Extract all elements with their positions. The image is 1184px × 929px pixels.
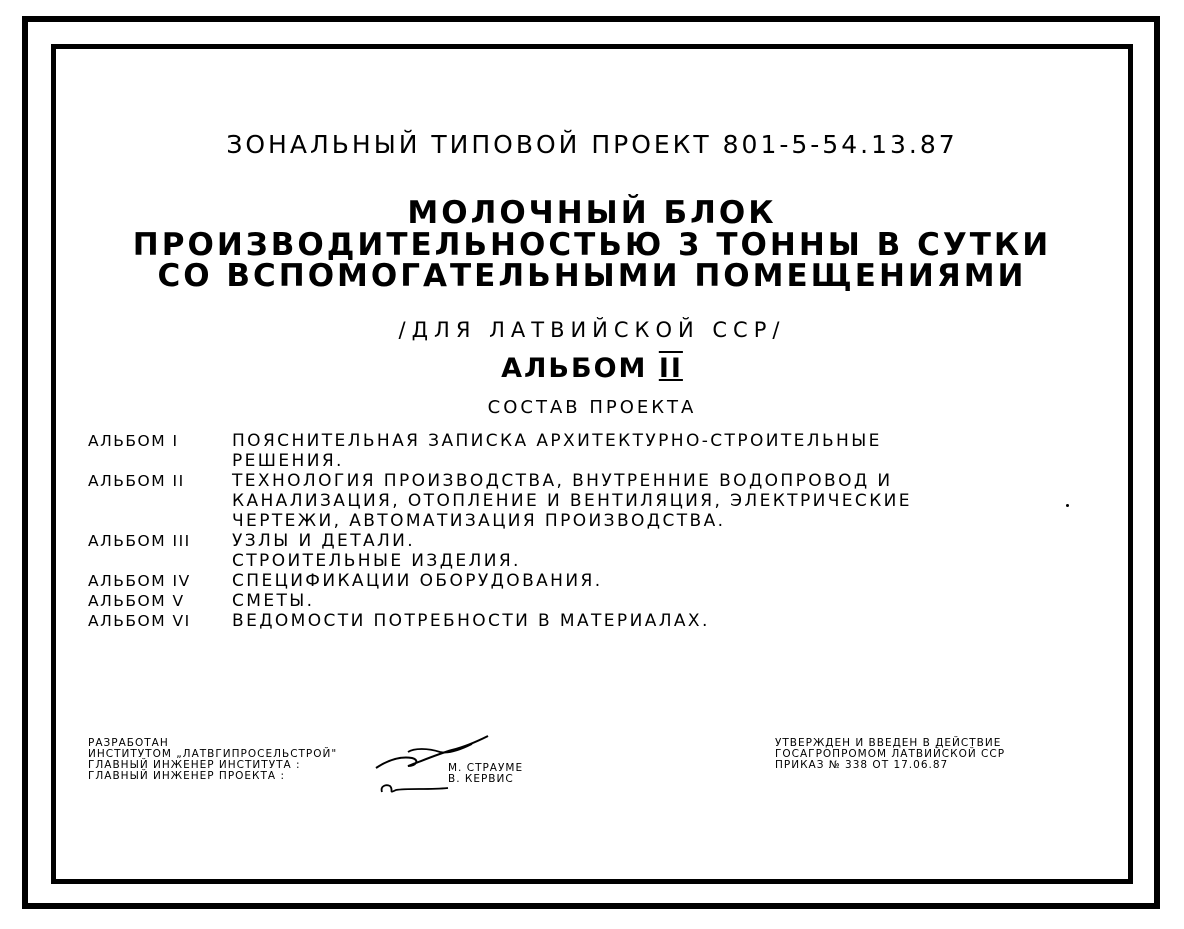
- description-line: СПЕЦИФИКАЦИИ ОБОРУДОВАНИЯ.: [232, 571, 603, 591]
- album-key: АЛЬБОМ IV: [88, 572, 191, 590]
- album-list: [88, 431, 1088, 631]
- institute-line: ИНСТИТУТОМ „ЛАТВГИПРОСЕЛЬСТРОЙ": [88, 748, 338, 760]
- chief-engineer-project: ГЛАВНЫЙ ИНЖЕНЕР ПРОЕКТА :: [88, 770, 285, 782]
- signature-graphic: [368, 730, 493, 798]
- contents-heading: СОСТАВ ПРОЕКТА: [487, 397, 697, 418]
- engineer-name-2: В. КЕРВИС: [448, 773, 514, 785]
- chief-engineer-institute: ГЛАВНЫЙ ИНЖЕНЕР ИНСТИТУТА :: [88, 759, 301, 771]
- album-key: АЛЬБОМ III: [88, 532, 191, 550]
- list-item: [88, 471, 1088, 531]
- developed-by-line: РАЗРАБОТАН: [88, 737, 169, 749]
- album-key: АЛЬБОМ II: [88, 472, 185, 490]
- album-heading: [0, 353, 1184, 384]
- album-key: АЛЬБОМ V: [88, 592, 185, 610]
- album-key: АЛЬБОМ I: [88, 432, 179, 450]
- title-line-2: ПРОИЗВОДИТЕЛЬНОСТЬЮ 3 ТОННЫ В СУТКИ: [132, 227, 1052, 263]
- description-line: СТРОИТЕЛЬНЫЕ ИЗДЕЛИЯ.: [232, 551, 521, 571]
- developed-by-block: [88, 738, 337, 782]
- album-description: [232, 471, 1088, 531]
- description-line: ВЕДОМОСТИ ПОТРЕБНОСТИ В МАТЕРИАЛАХ.: [232, 611, 710, 631]
- album-description: [232, 531, 1088, 571]
- description-line: РЕШЕНИЯ.: [232, 451, 344, 471]
- album-description: [232, 591, 1088, 611]
- region-subtitle: /ДЛЯ ЛАТВИЙСКОЙ ССР/: [398, 318, 786, 342]
- description-line: УЗЛЫ И ДЕТАЛИ.: [232, 531, 416, 551]
- approval-order: ПРИКАЗ № 338 ОТ 17.06.87: [775, 759, 949, 771]
- approval-line: УТВЕРЖДЕН И ВВЕДЕН В ДЕЙСТВИЕ: [775, 737, 1002, 749]
- title-line-1: МОЛОЧНЫЙ БЛОК: [407, 195, 777, 231]
- approval-block: [775, 738, 1005, 771]
- list-item: [88, 431, 1088, 471]
- description-line: СМЕТЫ.: [232, 591, 315, 611]
- approval-authority: ГОСАГРОПРОМОМ ЛАТВИЙСКОЙ ССР: [775, 748, 1006, 760]
- album-description: [232, 571, 1088, 591]
- description-line: ТЕХНОЛОГИЯ ПРОИЗВОДСТВА, ВНУТРЕННИЕ ВОДОПРОВОД И: [232, 471, 893, 491]
- stray-dot: [1066, 504, 1069, 507]
- list-item: [88, 611, 1088, 631]
- list-item: [88, 571, 1088, 591]
- project-series: ЗОНАЛЬНЫЙ ТИПОВОЙ ПРОЕКТ 801-5-54.13.87: [226, 130, 958, 159]
- album-key: АЛЬБОМ VI: [88, 612, 191, 630]
- description-line: ЧЕРТЕЖИ, АВТОМАТИЗАЦИЯ ПРОИЗВОДСТВА.: [232, 511, 726, 531]
- list-item: [88, 531, 1088, 571]
- album-description: [232, 611, 1088, 631]
- list-item: [88, 591, 1088, 611]
- description-line: КАНАЛИЗАЦИЯ, ОТОПЛЕНИЕ И ВЕНТИЛЯЦИЯ, ЭЛЕКТРИЧЕСКИЕ: [232, 491, 912, 511]
- description-line: ПОЯСНИТЕЛЬНАЯ ЗАПИСКА АРХИТЕКТУРНО-СТРОИТЕЛЬНЫЕ: [232, 431, 882, 451]
- album-description: [232, 431, 1088, 471]
- title-line-3: СО ВСПОМОГАТЕЛЬНЫМИ ПОМЕЩЕНИЯМИ: [157, 258, 1027, 294]
- album-number: II: [658, 353, 683, 384]
- album-label: АЛЬБОМ: [501, 353, 648, 384]
- engineer-name-1: М. СТРАУМЕ: [448, 762, 524, 774]
